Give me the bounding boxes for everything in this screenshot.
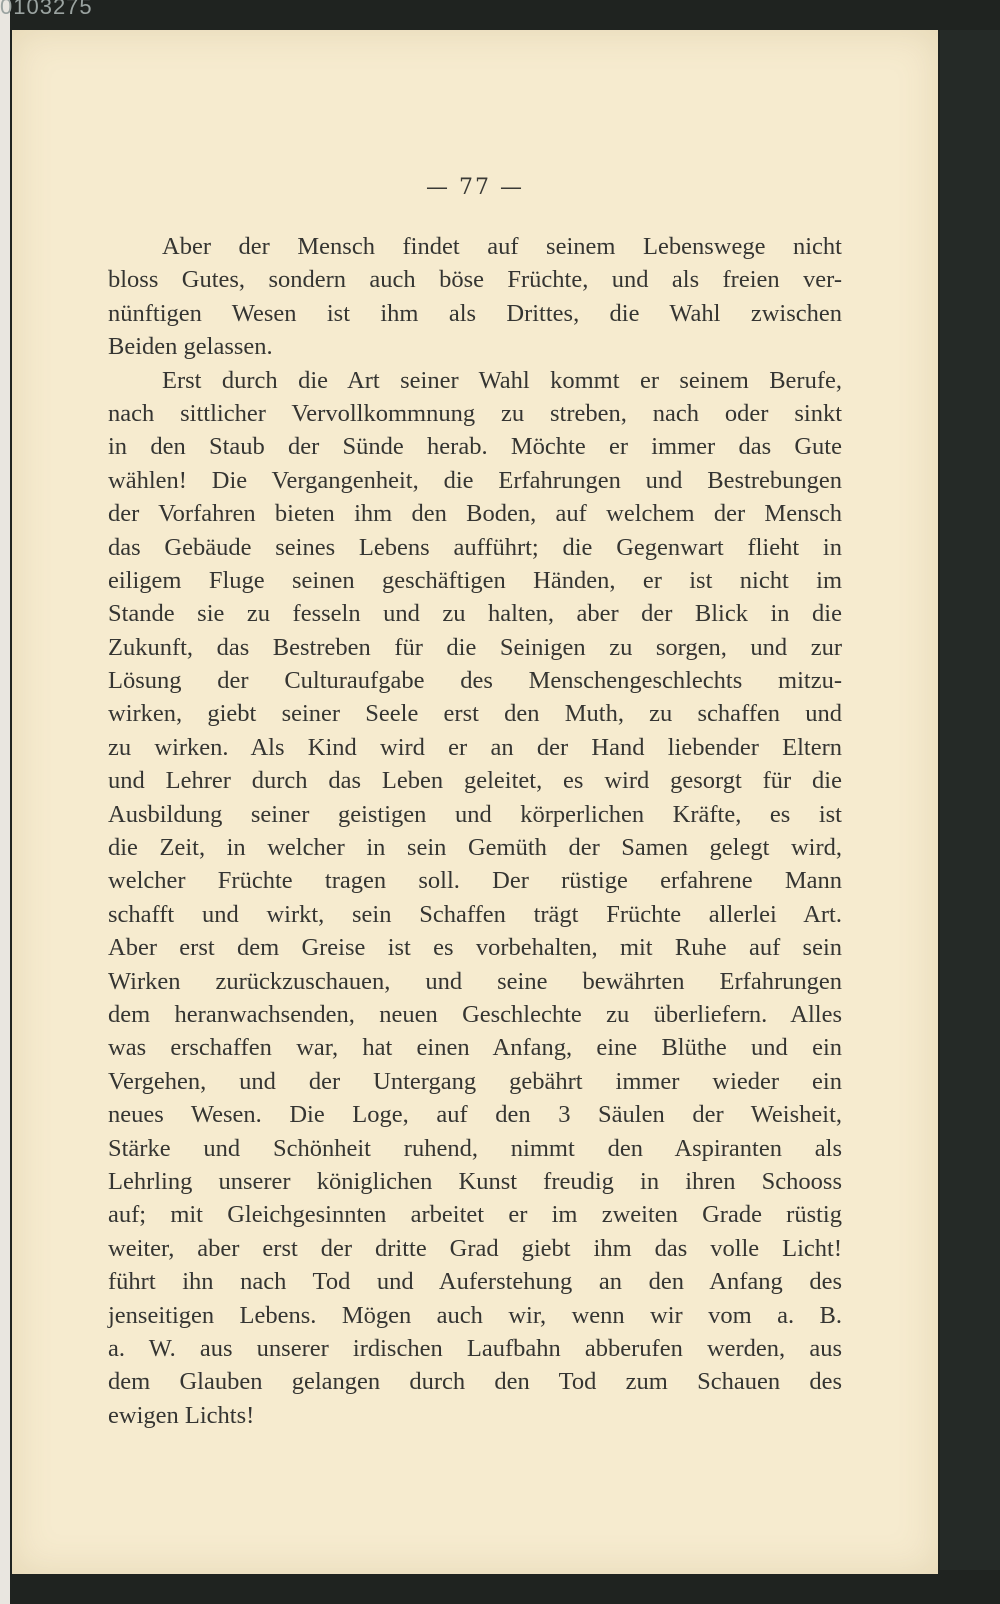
text-line: Zukunft, das Bestreben für die Seinigen zu sorgen, und zur — [108, 633, 842, 661]
text-line: das Gebäude seines Lebens aufführt; die Gegenwart flieht in — [108, 533, 842, 561]
text-line: auf; mit Gleichgesinnten arbeitet er im zweiten Grade rüstig — [108, 1201, 842, 1229]
text-line: wählen! Die Vergangenheit, die Erfahrungen und Bestrebungen — [108, 466, 842, 494]
text-line: a. W. aus unserer irdischen Laufbahn abberufen werden, aus — [108, 1334, 842, 1362]
text-line: dem Glauben gelangen durch den Tod zum Schauen des — [108, 1368, 842, 1396]
text-line: Aber der Mensch findet auf seinem Lebenswege nicht — [162, 233, 842, 260]
text-line: jenseitigen Lebens. Mögen auch wir, wenn wir vom a. B. — [108, 1301, 842, 1329]
text-line: Beiden gelassen. — [108, 333, 273, 361]
text-line: weiter, aber erst der dritte Grad giebt ihm das volle Licht! — [108, 1234, 842, 1262]
text-line: die Zeit, in welcher in sein Gemüth der Samen gelegt wird, — [108, 834, 842, 862]
text-line: Lehrling unserer königlichen Kunst freudig in ihren Schooss — [108, 1167, 842, 1195]
body-text — [108, 230, 842, 1432]
text-line: ewigen Lichts! — [108, 1401, 255, 1429]
text-line: führt ihn nach Tod und Auferstehung an den Anfang des — [108, 1268, 842, 1296]
text-line: eiligem Fluge seinen geschäftigen Händen, er ist nicht im — [108, 566, 842, 594]
text-line: dem heranwachsenden, neuen Geschlechte zu überliefern. Alles — [108, 1000, 842, 1028]
text-line: wirken, giebt seiner Seele erst den Muth, zu schaffen und — [108, 700, 842, 728]
text-line: Lösung der Culturaufgabe des Menschengeschlechts mitzu- — [108, 667, 842, 695]
text-line: schafft und wirkt, sein Schaffen trägt Früchte allerlei Art. — [108, 900, 842, 928]
text-line: Aber erst dem Greise ist es vorbehalten, mit Ruhe auf sein — [108, 934, 842, 962]
text-line: zu wirken. Als Kind wird er an der Hand liebender Eltern — [108, 733, 842, 761]
scan-identifier: 0103275 — [0, 0, 93, 19]
text-line: neues Wesen. Die Loge, auf den 3 Säulen der Weisheit, — [108, 1101, 842, 1129]
text-line: in den Staub der Sünde herab. Möchte er immer das Gute — [108, 433, 842, 461]
text-line: und Lehrer durch das Leben geleitet, es wird gesorgt für die — [108, 767, 842, 795]
text-line: was erschaffen war, hat einen Anfang, eine Blüthe und ein — [108, 1034, 842, 1062]
text-line: Stande sie zu fesseln und zu halten, aber der Blick in die — [108, 600, 842, 628]
text-line: Erst durch die Art seiner Wahl kommt er seinem Berufe, — [162, 366, 842, 394]
book-spine-shadow — [940, 30, 1000, 1570]
text-line: nach sittlicher Vervollkommnung zu streben, nach oder sinkt — [108, 399, 842, 427]
text-line: bloss Gutes, sondern auch böse Früchte, und als freien ver- — [108, 266, 842, 294]
text-line: Stärke und Schönheit ruhend, nimmt den Aspiranten als — [108, 1134, 842, 1162]
book-page — [12, 30, 938, 1574]
text-line: Vergehen, und der Untergang gebährt immer wieder ein — [108, 1067, 842, 1095]
text-line: Ausbildung seiner geistigen und körperlichen Kräfte, es ist — [108, 800, 842, 828]
scan-left-edge — [0, 0, 10, 1604]
text-line: welcher Früchte tragen soll. Der rüstige erfahrene Mann — [108, 867, 842, 895]
page-number: — 77 — — [426, 175, 524, 200]
text-line: nünftigen Wesen ist ihm als Drittes, die Wahl zwischen — [108, 299, 842, 327]
text-line: Wirken zurückzuschauen, und seine bewährten Erfahrungen — [108, 967, 842, 995]
text-line: der Vorfahren bieten ihm den Boden, auf welchem der Mensch — [108, 500, 842, 528]
